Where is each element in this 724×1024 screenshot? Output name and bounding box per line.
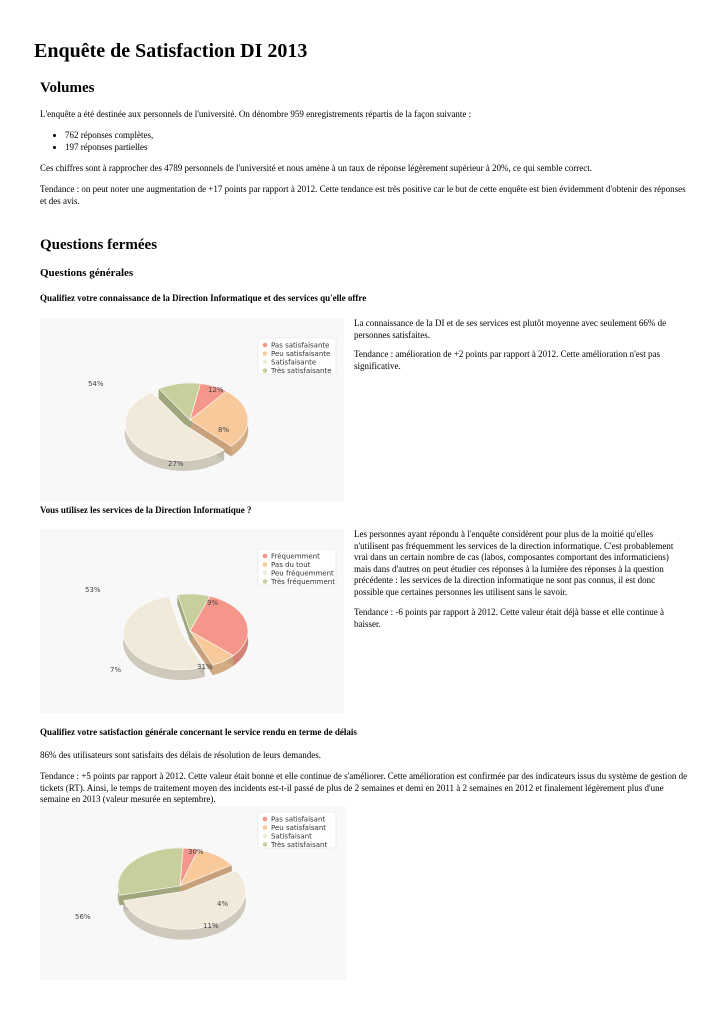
pie-value-label: 12%	[208, 386, 224, 394]
legend-swatch	[263, 571, 268, 576]
legend-swatch	[263, 360, 268, 365]
question-3-text-2: Tendance : +5 points par rapport à 2012. Cette valeur était bonne et elle continue de s'améliorer. Cette amélioration est confirmée par des indicateurs issus du système de gestion de tickets (RT). Ainsi, le temps de traitement moyen des incidents est-t-il passé de plus de 2 semaines et demi en 2011 à 2 semaines en 2012 et finalement légèrement plus d'une semaine en 2013 (valeur mesurée en septembre).	[40, 771, 688, 804]
legend-entry: Très satisfaisant	[271, 841, 328, 849]
legend-swatch	[263, 817, 268, 822]
legend-swatch	[263, 825, 268, 830]
chart-legend	[258, 338, 336, 375]
legend-swatch	[263, 368, 268, 373]
volumes-heading: Volumes	[40, 80, 95, 96]
pie-tops	[123, 594, 248, 670]
legend-entry: Très fréquemment	[271, 578, 335, 586]
volumes-para-2: Tendance : on peut noter une augmentation de +17 points par rapport à 2012. Cette tendance est très positive car le but de cette enquête est bien évidemment d'obtenir des réponses et des avis.	[40, 184, 686, 206]
chart-1	[40, 318, 344, 502]
legend-entry: Peu satisfaisante	[271, 350, 331, 358]
chart-2	[40, 529, 344, 713]
legend-swatch	[263, 351, 268, 356]
list-item: • 762 réponses complètes,	[65, 129, 153, 141]
legend-entry: Pas satisfaisante	[271, 341, 330, 350]
volumes-intro: L'enquête a été destinée aux personnels de l'université. On dénombre 959 enregistrements répartis de la façon suivante :	[40, 109, 472, 119]
legend-swatch	[263, 579, 268, 584]
question-1-text-1: La connaissance de la DI et de ses services est plutôt moyenne avec seulement 66% de personnes satisfaites.	[354, 318, 667, 340]
pie-value-label: 8%	[218, 426, 230, 434]
question-3-text-1: 86% des utilisateurs sont satisfaits des délais de résolution de leurs demandes.	[40, 750, 321, 760]
question-2-title: Vous utilisez les services de la Direction Informatique ?	[40, 505, 252, 515]
question-3-title: Qualifiez votre satisfaction générale concernant le service rendu en terme de délais	[40, 727, 357, 737]
question-2-text-1: Les personnes ayant répondu à l'enquête considèrent pour plus de la moitié qu'elles n'utilisent pas fréquemment les services de la direction informatique. C'est probablement vrai dans un certain nombre de cas (labos, composantes comportant des informaticiens) mais dans d'autres on peut étudier ces réponses à la lumière des réponses à la question précédente : les services de la direction informatique ne sont pas connus, il est donc possible que certaines personnes les utilisent sans le savoir.	[354, 529, 674, 597]
pie-value-label: 11%	[203, 922, 219, 930]
legend-swatch	[263, 842, 268, 847]
legend-swatch	[263, 343, 268, 348]
question-2-text-2: Tendance : -6 points par rapport à 2012. Cette valeur était déjà basse et elle continue à baisser.	[354, 607, 664, 629]
closed-questions-heading: Questions fermées	[40, 237, 158, 253]
legend-entry: Satisfaisant	[271, 832, 312, 841]
general-questions-heading: Questions générales	[40, 267, 134, 279]
legend-swatch	[263, 834, 268, 839]
pie-value-label: 9%	[207, 599, 219, 607]
chart-1-svg	[40, 318, 344, 502]
legend-entry: Pas du tout	[271, 561, 311, 569]
legend-entry: Très satisfaisante	[271, 367, 332, 375]
chart-legend	[258, 812, 336, 849]
legend-entry: Peu fréquemment	[271, 569, 334, 578]
legend-swatch	[263, 554, 268, 559]
question-1-text-2: Tendance : amélioration de +2 points par rapport à 2012. Cette amélioration n'est pas significative.	[354, 349, 660, 371]
pie-value-label: 54%	[88, 380, 104, 388]
list-item: • 197 réponses partielles	[65, 141, 153, 153]
legend-entry: Satisfaisante	[271, 358, 317, 367]
pie-value-label: 56%	[75, 913, 91, 921]
chart-3	[40, 806, 346, 980]
volumes-para-1: Ces chiffres sont à rapprocher des 4789 personnels de l'université et nous amène à un taux de réponse légèrement supérieur à 20%, ce qui semble correct.	[40, 163, 593, 173]
pie-value-label: 31%	[197, 663, 213, 671]
chart-2-svg	[40, 529, 344, 713]
legend-entry: Fréquemment	[271, 552, 320, 561]
legend-swatch	[263, 562, 268, 567]
pie-value-label: 7%	[110, 666, 122, 674]
question-1-title: Qualifiez votre connaissance de la Direction Informatique et des services qu'elle offre	[40, 293, 367, 303]
volumes-list	[40, 129, 153, 153]
document-title: Enquête de Satisfaction DI 2013	[34, 40, 308, 62]
pie-value-label: 53%	[85, 586, 101, 594]
legend-entry: Pas satisfaisant	[271, 815, 326, 824]
pie-value-label: 4%	[217, 900, 229, 908]
chart-3-svg	[40, 806, 346, 980]
pie-value-label: 27%	[168, 460, 184, 468]
chart-legend	[258, 549, 336, 586]
legend-entry: Peu satisfaisant	[271, 824, 327, 832]
pie-value-label: 30%	[188, 848, 204, 856]
